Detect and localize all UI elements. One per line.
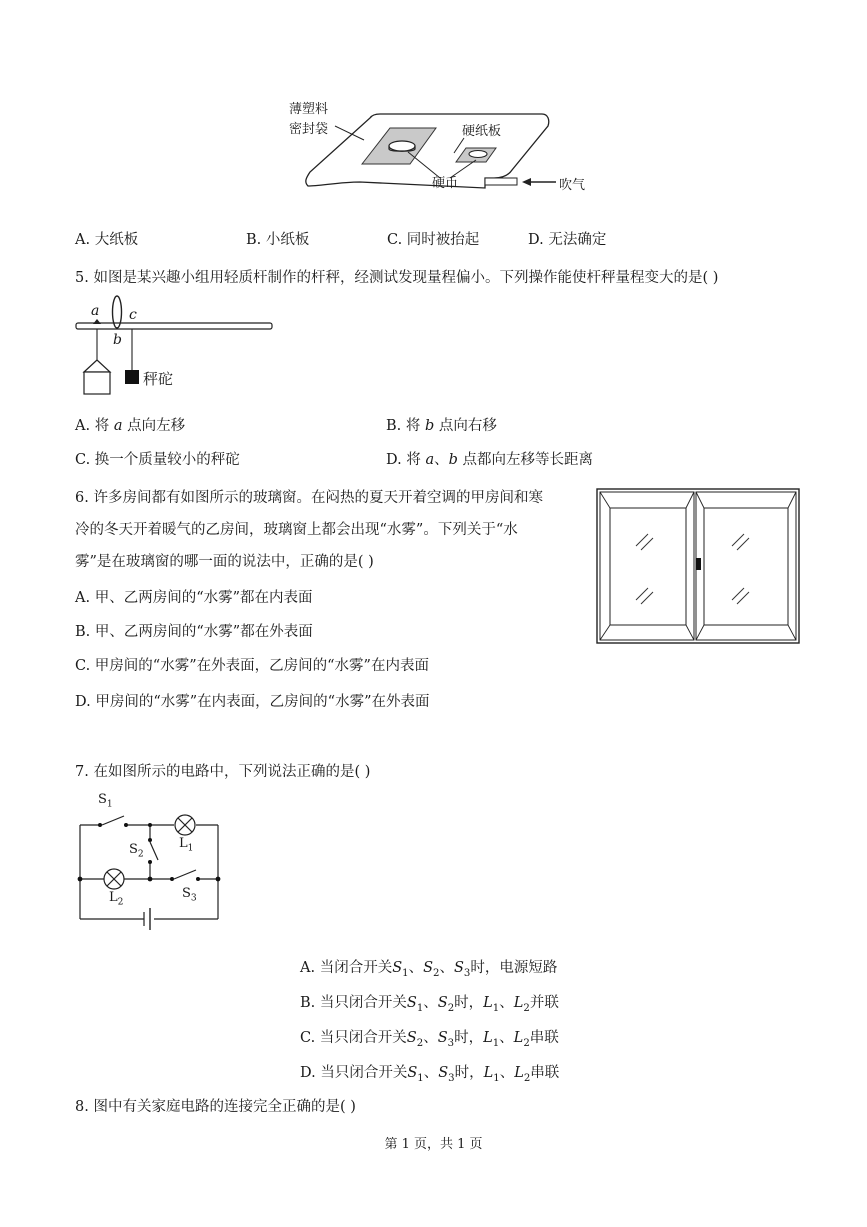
steelyard-svg <box>72 292 282 402</box>
label-l1: $L_1$ <box>179 836 194 854</box>
left-pane <box>610 508 686 625</box>
s2-blade <box>150 842 158 860</box>
s1-blade <box>102 816 124 825</box>
label-s2: $S_2$ <box>129 842 144 860</box>
label-coin: 硬币 <box>432 176 459 191</box>
weight-label: 秤砣 <box>143 370 174 388</box>
q6-stem-line2: 冷的冬天开着暖气的乙房间，玻璃窗上都会出现“水雾”。下列关于“水 <box>75 522 518 538</box>
blow-tube <box>485 178 517 185</box>
q5-option-d-prefix: D. 将 <box>386 452 426 468</box>
q5-option-b-var: b <box>424 418 435 434</box>
window-svg <box>596 488 800 644</box>
circuit-figure <box>72 792 232 937</box>
q5-option-d <box>386 448 593 469</box>
q5-option-d-sep: 、 <box>434 452 449 468</box>
q5-option-a-suffix: 点向左移 <box>122 418 186 434</box>
q6-stem-line1: 6. 许多房间都有如图所示的玻璃窗。在闷热的夏天开着空调的甲房间和寒 <box>75 490 543 506</box>
point-a-label: a <box>91 303 100 319</box>
label-bag-line2: 密封袋 <box>289 122 329 137</box>
q5-option-a-prefix: A. 将 <box>75 418 114 434</box>
weight-block <box>125 370 139 384</box>
right-pane <box>704 508 788 625</box>
pan-box <box>84 372 110 394</box>
q5-option-b-prefix: B. 将 <box>386 418 425 434</box>
q7-option-a: A. 当闭合开关$S_1$、$S_2$、$S_3$时，电源短路 <box>300 960 558 979</box>
steelyard-figure <box>72 292 282 402</box>
arrow-icon <box>522 178 531 186</box>
q4-option-c: C. 同时被抬起 <box>387 232 480 248</box>
lever-rod <box>76 323 272 329</box>
circuit-svg <box>72 792 232 937</box>
label-cardboard: 硬纸板 <box>462 124 502 139</box>
q5-option-b-suffix: 点向右移 <box>434 418 497 434</box>
window-handle <box>696 558 701 570</box>
q6-stem-line3: 雾”是在玻璃窗的哪一面的说法中，正确的是( ) <box>75 554 374 570</box>
q4-option-a: A. 大纸板 <box>75 232 139 248</box>
bag-figure <box>280 90 600 200</box>
q5-option-b <box>386 414 497 435</box>
q6-option-a: A. 甲、乙两房间的“水雾”都在内表面 <box>75 590 313 606</box>
q6-option-c: C. 甲房间的“水雾”在外表面，乙房间的“水雾”在内表面 <box>75 658 429 674</box>
s3-blade <box>174 870 196 879</box>
q7-stem: 7. 在如图所示的电路中，下列说法正确的是( ) <box>75 764 371 780</box>
q5-option-d-var1: a <box>425 452 435 468</box>
q5-option-d-var2: b <box>448 452 458 468</box>
q5-option-a-var: a <box>113 418 123 434</box>
q7-option-b: B. 当只闭合开关$S_1$、$S_2$时，$L_1$、$L_2$并联 <box>300 995 559 1014</box>
q5-option-d-suffix: 点都向左移等长距离 <box>457 452 593 468</box>
page-footer: 第 1 页，共 1 页 <box>384 1137 483 1152</box>
q7-option-d: D. 当只闭合开关$S_1$、$S_3$时，$L_1$、$L_2$串联 <box>300 1065 560 1084</box>
label-s3: $S_3$ <box>182 886 197 904</box>
label-s1: $S_1$ <box>98 792 113 810</box>
q8-stem: 8. 图中有关家庭电路的连接完全正确的是( ) <box>75 1099 356 1115</box>
label-bag-line1: 薄塑料 <box>289 102 329 117</box>
label-l2: $L_2$ <box>109 890 124 908</box>
bag-outline <box>306 114 549 188</box>
window-figure <box>596 488 800 644</box>
q6-option-d: D. 甲房间的“水雾”在内表面，乙房间的“水雾”在外表面 <box>75 694 430 710</box>
q5-option-a <box>75 414 185 435</box>
q4-option-d: D. 无法确定 <box>528 232 607 248</box>
q6-option-b: B. 甲、乙两房间的“水雾”都在外表面 <box>75 624 313 640</box>
label-blow: 吹气 <box>559 178 586 193</box>
point-c-label: c <box>129 307 137 323</box>
point-b-label: b <box>113 332 122 348</box>
q4-option-b: B. 小纸板 <box>246 232 310 248</box>
q5-stem: 5. 如图是某兴趣小组用轻质杆制作的杆秤，经测试发现量程偏小。下列操作能使杆秤量程变大的是( ) <box>75 270 719 286</box>
coin-large <box>389 141 415 151</box>
q5-option-c: C. 换一个质量较小的秤砣 <box>75 452 240 468</box>
coin-small <box>469 151 487 158</box>
q7-option-c: C. 当只闭合开关$S_2$、$S_3$时，$L_1$、$L_2$串联 <box>300 1030 559 1049</box>
pan-roof <box>84 360 110 372</box>
